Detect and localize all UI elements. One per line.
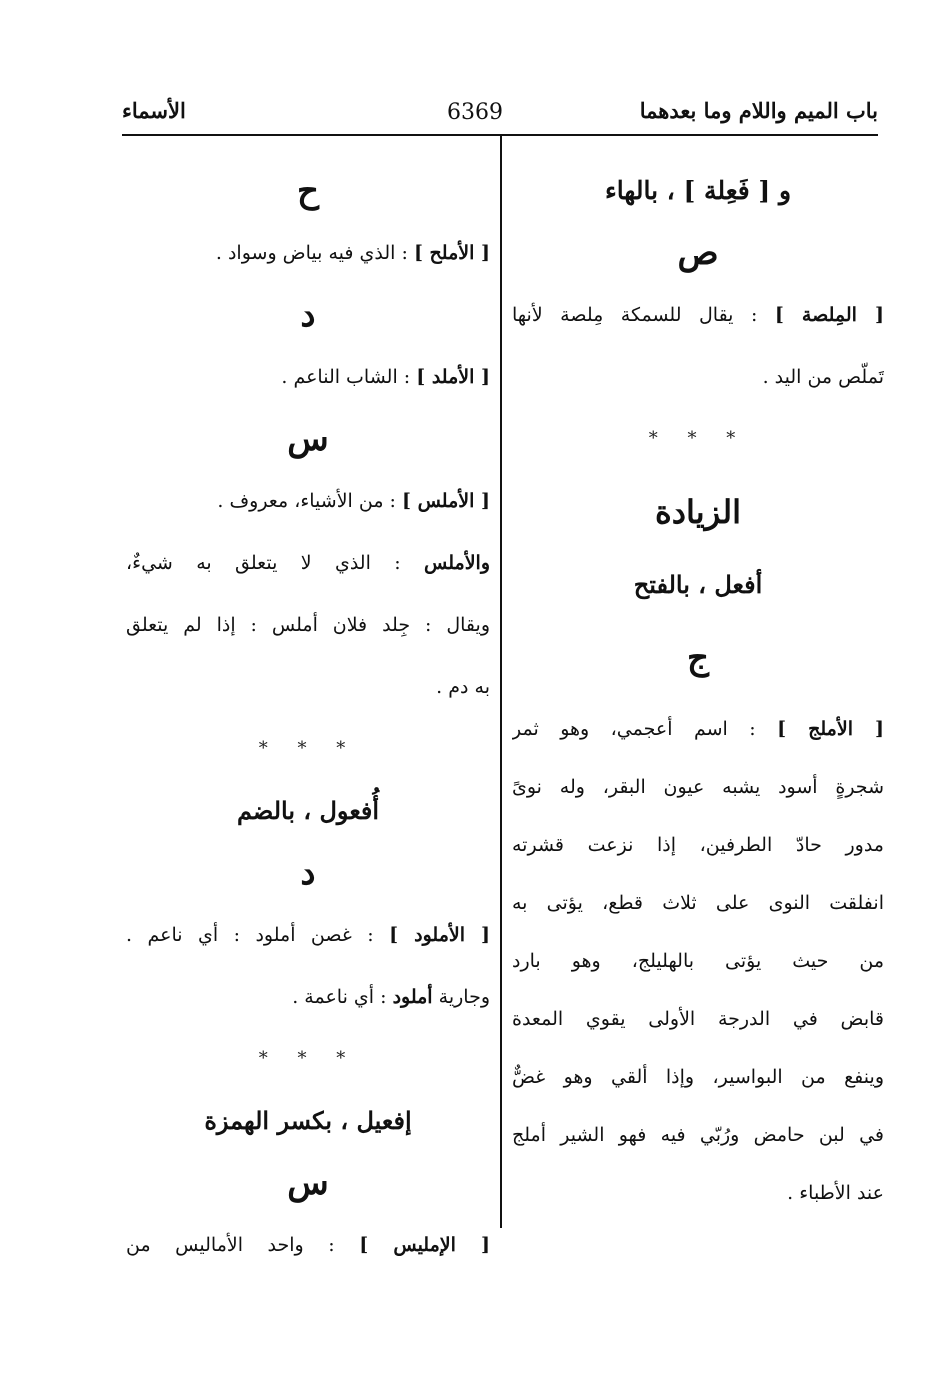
entry-line bbox=[512, 700, 884, 758]
pattern-heading: إفعيل ، بكسر الهمزة bbox=[204, 1106, 412, 1135]
entry-line bbox=[126, 532, 490, 594]
entry-text: : واحد الأماليس من bbox=[126, 1234, 335, 1256]
entry-text: : اسم أعجمي، وهو ثمر bbox=[512, 718, 756, 740]
letter-heading: ص bbox=[677, 233, 719, 273]
pattern-heading: و [ فَعِلة ] ، بالهاء bbox=[604, 176, 792, 205]
entry-text: : الذي فيه بياض وسواد . bbox=[215, 242, 408, 264]
entry-line: عند الأطباء . bbox=[787, 1182, 884, 1204]
letter-heading: س bbox=[287, 419, 329, 459]
entry-text: : غصن أملود : أي ناعم . bbox=[126, 924, 374, 946]
pattern-heading: أُفعول ، بالضم bbox=[236, 796, 380, 825]
entry-line: مدور حادّ الطرفين، إذا نزعت قشرته bbox=[512, 834, 884, 856]
entry-line bbox=[126, 966, 490, 1028]
entry-text: : الذي لا يتعلق به شيءٌ، bbox=[126, 552, 401, 574]
entry-line bbox=[126, 470, 490, 532]
letter-heading: ح bbox=[297, 171, 319, 211]
page-number: 6369 bbox=[447, 100, 503, 125]
entry-line bbox=[512, 284, 884, 346]
running-header-section: الأسماء bbox=[122, 98, 186, 123]
entry-line: انفلقت النوى على ثلاث قطع، يؤتى به bbox=[512, 892, 884, 914]
pattern-heading: أفعل ، بالفتح bbox=[633, 570, 763, 599]
section-separator: * * * bbox=[258, 1048, 358, 1069]
entry-line bbox=[126, 222, 490, 284]
entry-text: : يقال للسمكة مِلصة لأنها bbox=[512, 304, 758, 326]
section-separator: * * * bbox=[648, 428, 748, 449]
section-title: الزيادة bbox=[655, 493, 741, 531]
running-header-chapter: باب الميم واللام وما بعدهما bbox=[639, 98, 878, 123]
entry-headword: [ الأملس ] bbox=[401, 490, 490, 512]
letter-heading: س bbox=[287, 1163, 329, 1203]
entry-line: شجرةٍ أسود يشبه عيون البقر، وله نوىً bbox=[512, 776, 884, 798]
entry-text: : من الأشياء، معروف . bbox=[217, 490, 396, 512]
entry-text: : الشاب الناعم . bbox=[281, 366, 411, 388]
entry-headword: [ الإمليس ] bbox=[359, 1234, 490, 1256]
entry-headword: [ الأملود ] bbox=[389, 924, 490, 946]
entry-line bbox=[126, 346, 490, 408]
entry-headword: [ الأملد ] bbox=[416, 366, 490, 388]
entry-headword: أملود bbox=[392, 986, 433, 1008]
letter-heading: د bbox=[300, 853, 316, 893]
column-divider bbox=[500, 136, 502, 1228]
entry-text: وجارية bbox=[438, 986, 490, 1008]
entry-line bbox=[126, 1214, 490, 1276]
entry-headword: [ الأملح ] bbox=[413, 242, 490, 264]
entry-line: به دم . bbox=[436, 676, 490, 698]
letter-heading: د bbox=[300, 295, 316, 335]
right-column bbox=[512, 160, 884, 1222]
entry-headword: [ المِلصة ] bbox=[774, 304, 884, 326]
left-column bbox=[126, 160, 490, 1276]
section-separator: * * * bbox=[258, 738, 358, 759]
entry-line bbox=[126, 904, 490, 966]
entry-headword: والأملس bbox=[424, 552, 490, 574]
entry-line: قابض في الدرجة الأولى يقوي المعدة bbox=[512, 1008, 884, 1030]
entry-line: تَملّص من اليد . bbox=[762, 366, 884, 388]
entry-text: : أي ناعمة . bbox=[292, 986, 387, 1008]
letter-heading: ج bbox=[687, 638, 709, 678]
entry-line: وينفع من البواسير، وإذا ألقي وهو غضٌّ bbox=[512, 1066, 884, 1088]
entry-line: في لبن حامض ورُبّي فيه فهو الشير أملج bbox=[512, 1124, 884, 1146]
entry-line: من حيث يؤتى بالهليلج، وهو بارد bbox=[512, 950, 884, 972]
entry-headword: [ الأملج ] bbox=[777, 718, 884, 740]
entry-line: ويقال : جِلد فلان أملس : إذا لم يتعلق bbox=[126, 614, 490, 636]
